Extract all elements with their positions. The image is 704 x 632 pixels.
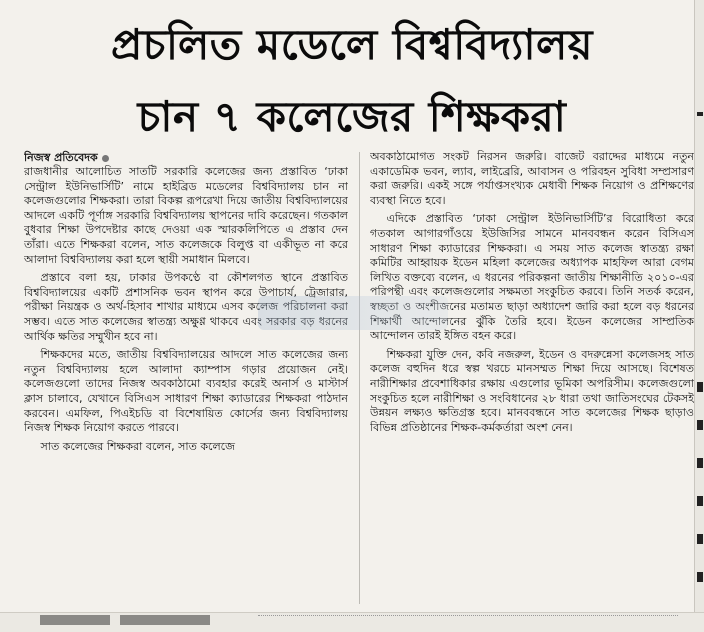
- paragraph: প্রস্তাবে বলা হয়, ঢাকার উপকণ্ঠে বা কৌশলগত স্থানে প্রস্তাবিত বিশ্ববিদ্যালয়ের একটি প্রশাসনিক ভবন স্থাপন করে উপাচার্য, ট্রেজারার, পরীক্ষা নিয়ন্ত্রক ও অর্থ-হিসাব শাখার মাধ্যমে এসব কলেজ পরিচালনা করা সম্ভব। এতে সাত কলেজের স্বাতন্ত্র্য অক্ষুণ্ণ থাকবে এবং সরকার বড় ধরনের আর্থিক ক্ষতির সম্মুখীন হবে না।: [24, 271, 348, 343]
- edge-fragment: [697, 382, 703, 392]
- paragraph: এদিকে প্রস্তাবিত ‘ঢাকা সেন্ট্রাল ইউনিভার্সিটি’র বিরোধিতা করে গতকাল আগারগাঁওয়ে ইউজিসির সামনে মানববন্ধন করেন বিসিএস সাধারণ শিক্ষা ক্যাডারের শিক্ষকরা। এ সময় সাত কলেজ স্বাতন্ত্র্য রক্ষা কমিটির আহ্বায়ক ইডেন মহিলা কলেজের অধ্যাপক মাহফিল আরা বেগম লিখিত বক্তব্যে বলেন, এ ধরনের পরিকল্পনা জাতীয় শিক্ষানীতি ২০১০-এর পরিপন্থী এবং কলেজগুলোর সক্ষমতা সংকুচিত করবে। তিনি সতর্ক করেন, স্বচ্ছতা ও অংশীজনের মতামত ছাড়া অধ্যাদেশ জারি করা হলে বড় ধরনের শিক্ষার্থী আন্দোলনের ঝুঁকি তৈরি হবে। ইডেন কলেজের সাম্প্রতিক আন্দোলন তারই ইঙ্গিত বহন করে।: [370, 212, 694, 343]
- adjacent-page-edge: [694, 0, 704, 631]
- byline-text: নিজস্ব প্রতিবেদক: [24, 151, 98, 164]
- article-column-left: [24, 150, 348, 605]
- paragraph: রাজধানীর আলোচিত সাতটি সরকারি কলেজের জন্য প্রস্তাবিত ‘ঢাকা সেন্ট্রাল ইউনিভার্সিটি’ নামে হাইব্রিড মডেলের বিশ্ববিদ্যালয় চান না কলেজগুলোর শিক্ষকরা। তারা বিকল্প রূপরেখা দিয়ে জাতীয় বিশ্ববিদ্যালয়ের আদলে একটি পূর্ণাঙ্গ সরকারি বিশ্ববিদ্যালয় স্থাপনের দাবি করেছেন। গতকাল বুধবার শিক্ষা উপদেষ্টার কাছে দেওয়া এক স্মারকলিপিতে এ প্রস্তাব দেন তাঁরা। এতে শিক্ষকরা বলেন, সাত কলেজকে বিলুপ্ত বা একীভূত না করে আলাদা বিশ্ববিদ্যালয় করা হলে স্থায়ী সমাধান মিলবে।: [24, 165, 348, 266]
- edge-fragment: [697, 572, 703, 582]
- headline-line-2: চান ৭ কলেজের শিক্ষকরা: [137, 92, 567, 141]
- edge-fragment: [697, 534, 703, 544]
- paragraph: শিক্ষকদের মতে, জাতীয় বিশ্ববিদ্যালয়ের আদলে সাত কলেজের জন্য নতুন বিশ্ববিদ্যালয় হলে আলাদা ক্যাম্পাস গড়ার প্রয়োজন নেই। কলেজগুলো তাদের নিজস্ব অবকাঠামো ব্যবহার করেই অনার্স ও মাস্টার্স ক্লাস চালাবে, যেখানে বিসিএস সাধারণ শিক্ষা ক্যাডারের শিক্ষকরা পাঠদান করবেন। এমফিল, পিএইচডি বা বিশেষায়িত কোর্সের জন্য বিশ্ববিদ্যালয় নিজস্ব শিক্ষক নিয়োগ করতে পারবে।: [24, 348, 348, 435]
- headline-line-1: প্রচলিত মডেলে বিশ্ববিদ্যালয়: [110, 20, 594, 69]
- cropped-box-outline: [258, 615, 678, 632]
- paragraph: শিক্ষকরা যুক্তি দেন, কবি নজরুল, ইডেন ও বদরুন্নেসা কলেজসহ সাত কলেজ বহুদিন ধরে স্বল্প খরচে মানসম্মত শিক্ষা দিয়ে আসছে। বিশেষত নারীশিক্ষার প্রবেশাধিকার রক্ষায় এগুলোর ভূমিকা অপরিসীম। কলেজগুলো সংকুচিত হলে নারীশিক্ষা ও সংবিধানের ২৮ ধারা তথা জাতিসংঘের টেকসই উন্নয়ন লক্ষ্যও ক্ষতিগ্রস্ত হবে। মানববন্ধনে সাত কলেজের শিক্ষক ছাড়াও বিভিন্ন প্রতিষ্ঠানের শিক্ষক-কর্মকর্তারা অংশ নেন।: [370, 347, 694, 434]
- edge-fragment: [697, 112, 703, 116]
- edge-fragment: [697, 496, 703, 506]
- edge-fragment: [697, 420, 703, 430]
- cropped-heading-fragment: [40, 615, 110, 625]
- watermark-logo: [258, 296, 448, 330]
- article-column-right: [370, 150, 694, 605]
- paragraph: অবকাঠামোগত সংকট নিরসন জরুরি। বাজেট বরাদ্দের মাধ্যমে নতুন একাডেমিক ভবন, ল্যাব, লাইব্রেরি, আবাসন ও পরিবহন সুবিধা সম্প্রসারণ করা জরুরি। একই সঙ্গে পর্যাপ্তসংখ্যক মেধাবী শিক্ষক নিয়োগ ও প্রশিক্ষণের ব্যবস্থা নিতে হবে।: [370, 150, 694, 207]
- byline: [24, 150, 348, 165]
- edge-fragment: [697, 458, 703, 468]
- column-divider: [359, 152, 360, 604]
- paragraph: সাত কলেজের শিক্ষকরা বলেন, সাত কলেজে: [40, 439, 235, 453]
- cropped-heading-fragment: [120, 615, 210, 625]
- byline-dot-icon: [102, 155, 109, 162]
